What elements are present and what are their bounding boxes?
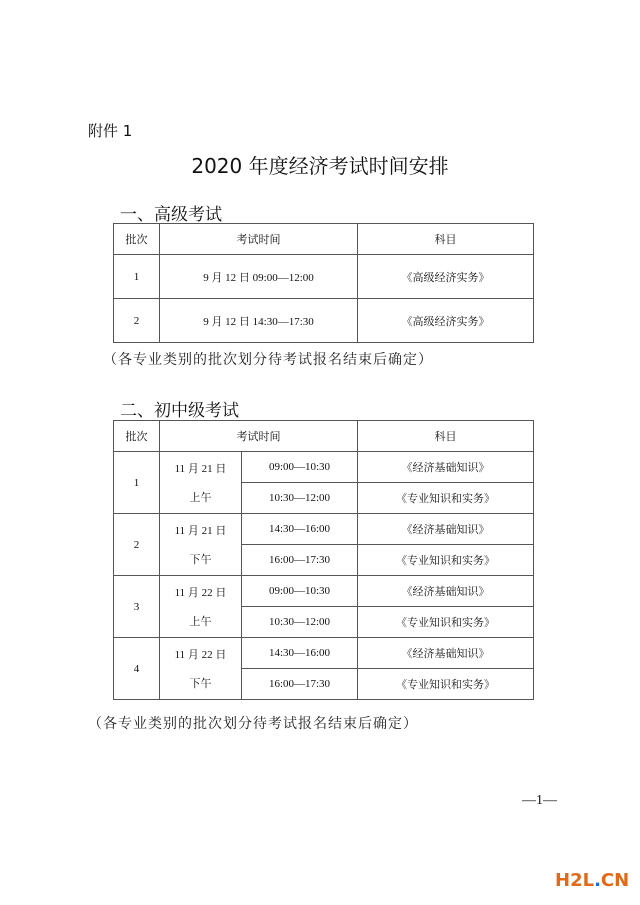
date-label: 11 月 21 日	[174, 463, 227, 475]
date-label: 11 月 21 日	[174, 525, 227, 537]
date-cell	[160, 452, 242, 514]
watermark-tld: CN	[600, 870, 630, 891]
watermark-dot: .	[594, 870, 601, 891]
attachment-label: 附件 1	[88, 122, 133, 140]
junior-exam-table	[113, 420, 534, 700]
subject-cell: 《高级经济实务》	[358, 299, 534, 343]
date-label: 11 月 22 日	[174, 649, 227, 661]
section-heading-junior-intermediate: 二、初中级考试	[120, 401, 239, 421]
subject-cell: 《专业知识和实务》	[358, 545, 534, 576]
table-row	[114, 255, 534, 299]
column-header: 批次	[114, 421, 160, 452]
batch-cell: 4	[114, 638, 160, 700]
table-row	[114, 452, 534, 483]
subject-cell: 《高级经济实务》	[358, 255, 534, 299]
table-row	[114, 299, 534, 343]
subject-cell: 《经济基础知识》	[358, 452, 534, 483]
page-number: —1—	[522, 793, 557, 808]
document-title: 2020 年度经济考试时间安排	[191, 154, 449, 178]
column-header: 考试时间	[160, 421, 358, 452]
table-row	[114, 638, 534, 669]
date-cell	[160, 514, 242, 576]
batch-cell: 1	[114, 452, 160, 514]
batch-note: （各专业类别的批次划分待考试报名结束后确定）	[88, 716, 418, 732]
subject-cell: 《专业知识和实务》	[358, 607, 534, 638]
section-heading-senior: 一、高级考试	[120, 205, 222, 225]
time-cell: 10:30—12:00	[242, 483, 358, 514]
time-cell: 16:00—17:30	[242, 669, 358, 700]
table-header-row	[114, 421, 534, 452]
subject-cell: 《专业知识和实务》	[358, 483, 534, 514]
batch-cell: 1	[114, 255, 160, 299]
table-row	[114, 514, 534, 545]
date-cell	[160, 638, 242, 700]
period-label: 上午	[189, 616, 212, 628]
column-header: 考试时间	[160, 224, 358, 255]
date-label: 11 月 22 日	[174, 587, 227, 599]
watermark-main: H2L	[555, 870, 595, 891]
table-header-row	[114, 224, 534, 255]
time-cell: 9 月 12 日 09:00—12:00	[160, 255, 358, 299]
time-cell: 14:30—16:00	[242, 514, 358, 545]
column-header: 批次	[114, 224, 160, 255]
period-label: 下午	[189, 554, 212, 566]
period-label: 下午	[189, 678, 212, 690]
time-cell: 14:30—16:00	[242, 638, 358, 669]
period-label: 上午	[189, 492, 212, 504]
time-cell: 09:00—10:30	[242, 576, 358, 607]
time-cell: 16:00—17:30	[242, 545, 358, 576]
batch-note: （各专业类别的批次划分待考试报名结束后确定）	[103, 352, 433, 368]
column-header: 科目	[358, 421, 534, 452]
subject-cell: 《专业知识和实务》	[358, 669, 534, 700]
site-watermark-logo	[555, 870, 629, 891]
column-header: 科目	[358, 224, 534, 255]
batch-cell: 2	[114, 299, 160, 343]
batch-cell: 2	[114, 514, 160, 576]
date-cell	[160, 576, 242, 638]
time-cell: 10:30—12:00	[242, 607, 358, 638]
table-row	[114, 576, 534, 607]
subject-cell: 《经济基础知识》	[358, 514, 534, 545]
subject-cell: 《经济基础知识》	[358, 576, 534, 607]
subject-cell: 《经济基础知识》	[358, 638, 534, 669]
time-cell: 9 月 12 日 14:30—17:30	[160, 299, 358, 343]
time-cell: 09:00—10:30	[242, 452, 358, 483]
batch-cell: 3	[114, 576, 160, 638]
senior-exam-table	[113, 223, 534, 343]
